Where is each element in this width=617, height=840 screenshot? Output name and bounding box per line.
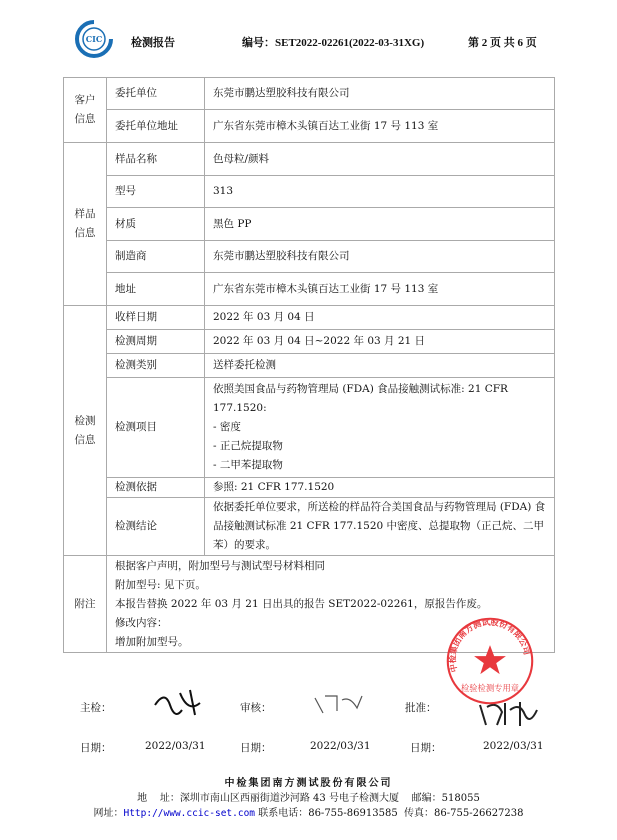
reviewer-signature	[310, 688, 365, 718]
website-link[interactable]: Http://www.ccic-set.com	[123, 808, 256, 819]
test-items	[205, 378, 555, 478]
reviewer-date: 2022/03/31	[310, 740, 371, 752]
label: 检测项目	[107, 378, 205, 478]
value: 参照: 21 CFR 177.1520	[205, 478, 555, 498]
label: 检测结论	[107, 498, 205, 556]
label: 样品名称	[107, 143, 205, 176]
report-number: 编号：SET2022-02261(2022-03-31XG)	[242, 37, 425, 49]
group-sample: 样品信息	[64, 143, 107, 306]
approver-label: 批准：	[405, 702, 437, 714]
item-line: - 正己烷提取物	[213, 440, 283, 452]
item-line: - 密度	[213, 421, 241, 433]
value: 2022 年 03 月 04 日	[205, 306, 555, 330]
date-label: 日期：	[80, 742, 112, 754]
date-label: 日期：	[240, 742, 272, 754]
value: 313	[205, 176, 555, 208]
value: 东莞市鹏达塑胶科技有限公司	[205, 241, 555, 273]
value: 东莞市鹏达塑胶科技有限公司	[205, 78, 555, 110]
value: 广东省东莞市樟木头镇百达工业街 17 号 113 室	[205, 110, 555, 143]
svg-text:CIC: CIC	[85, 34, 103, 44]
label: 制造商	[107, 241, 205, 273]
footer-contact	[0, 804, 617, 819]
label: 收样日期	[107, 306, 205, 330]
approver-date: 2022/03/31	[483, 740, 544, 752]
note-line: 根据客户声明，附加型号与测试型号材料相同	[115, 559, 325, 572]
footer-company: 中检集团南方测试股份有限公司	[224, 778, 393, 789]
value: 黑色 PP	[205, 208, 555, 241]
value: 送样委托检测	[205, 354, 555, 378]
label: 型号	[107, 176, 205, 208]
note-line: 增加附加型号。	[115, 635, 189, 648]
note-line: 修改内容：	[115, 616, 168, 629]
web-label: 网址：	[93, 808, 124, 819]
doc-title: 检测报告	[131, 37, 175, 49]
label: 检测周期	[107, 330, 205, 354]
value: 色母粒/颜料	[205, 143, 555, 176]
group-customer: 客户信息	[64, 78, 107, 143]
group-test: 检测信息	[64, 306, 107, 556]
note-line: 附加型号: 见下页。	[115, 578, 206, 591]
label: 检测类别	[107, 354, 205, 378]
cic-logo	[74, 19, 114, 59]
label: 委托单位地址	[107, 110, 205, 143]
svg-text:检验检测专用章: 检验检测专用章	[460, 682, 520, 693]
value: 广东省东莞市樟木头镇百达工业街 17 号 113 室	[205, 273, 555, 306]
label: 检测依据	[107, 478, 205, 498]
official-stamp	[445, 616, 535, 706]
inspector-label: 主检：	[80, 702, 112, 714]
report-table	[63, 77, 555, 653]
footer-address: 地 址：深圳市南山区西丽街道沙河路 43 号电子检测大厦 邮编：518055	[137, 793, 480, 804]
date-label: 日期：	[410, 742, 442, 754]
svg-text:中检集团南方测试股份有限公司: 中检集团南方测试股份有限公司	[447, 616, 533, 674]
value: 依据委托单位要求，所送检的样品符合美国食品与药物管理局 (FDA) 食品接触测试标准 21 CFR 177.1520 中密度、总提取物（正己烷、二甲苯）的要求。	[205, 498, 555, 556]
label: 委托单位	[107, 78, 205, 110]
item-line: - 二甲苯提取物	[213, 459, 283, 471]
group-notes: 附注	[64, 556, 107, 653]
page-number: 第 2 页 共 6 页	[468, 37, 537, 49]
inspector-date: 2022/03/31	[145, 740, 206, 752]
label: 材质	[107, 208, 205, 241]
value: 2022 年 03 月 04 日~2022 年 03 月 21 日	[205, 330, 555, 354]
item-line: 依照美国食品与药物管理局 (FDA) 食品接触测试标准: 21 CFR 177.1520:	[213, 383, 508, 414]
inspector-signature	[150, 685, 210, 720]
label: 地址	[107, 273, 205, 306]
reviewer-label: 审核：	[240, 702, 272, 714]
note-line: 本报告替换 2022 年 03 月 21 日出具的报告 SET2022-02261，原报告作废。	[115, 597, 488, 610]
phone-fax: 联系电话：86-755-86913585 传真：86-755-26627238	[255, 808, 524, 819]
